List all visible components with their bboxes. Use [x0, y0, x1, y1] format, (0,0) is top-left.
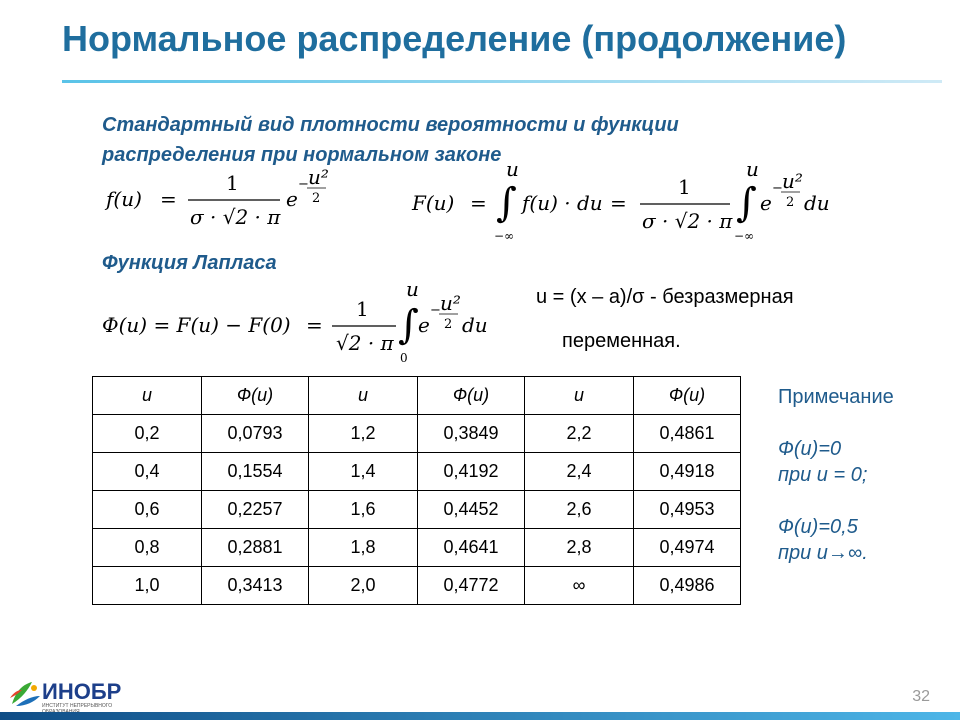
table-row: [93, 453, 741, 491]
table-cell: 0,2257: [202, 491, 309, 529]
table-cell: 2,2: [525, 415, 634, 453]
table-cell: 1,0: [93, 567, 202, 605]
svg-text:∫: ∫: [496, 180, 517, 226]
svg-text:−: −: [298, 177, 309, 192]
table-header: u: [309, 377, 418, 415]
table-header: Ф(u): [202, 377, 309, 415]
svg-text:du: du: [804, 191, 830, 215]
svg-text:u: u: [406, 282, 419, 301]
inobr-logo-icon: [8, 678, 42, 710]
table-cell: 0,4974: [634, 529, 741, 567]
table-cell: 2,8: [525, 529, 634, 567]
table-cell: 0,6: [93, 491, 202, 529]
table-cell: 0,0793: [202, 415, 309, 453]
svg-text:2: 2: [444, 317, 453, 332]
table-cell: 2,6: [525, 491, 634, 529]
table-cell: ∞: [525, 567, 634, 605]
table-cell: 0,3413: [202, 567, 309, 605]
table-cell: 0,4918: [634, 453, 741, 491]
table-cell: 1,8: [309, 529, 418, 567]
svg-text:F(u): F(u): [412, 191, 455, 215]
svg-text:2: 2: [786, 195, 795, 210]
svg-text:=: =: [470, 191, 487, 215]
variable-note: u = (x – a)/σ - безразмерная: [536, 286, 794, 308]
svg-text:u²: u²: [782, 169, 803, 193]
table-cell: 0,4452: [418, 491, 525, 529]
variable-note-continued: переменная.: [562, 330, 681, 352]
svg-text:=: =: [306, 313, 323, 337]
table-cell: 0,4641: [418, 529, 525, 567]
logo-text: ИНОБР: [42, 679, 122, 704]
svg-text:2: 2: [312, 191, 321, 206]
table-cell: 0,1554: [202, 453, 309, 491]
side-note-line: Ф(u)=0,5: [778, 516, 858, 538]
svg-text:e: e: [760, 191, 772, 215]
side-note-line: Ф(u)=0: [778, 438, 842, 460]
table-row: [93, 567, 741, 605]
table-cell: 1,6: [309, 491, 418, 529]
table-header: Ф(u): [418, 377, 525, 415]
table-cell: 1,4: [309, 453, 418, 491]
side-note-line: при u = 0;: [778, 464, 868, 486]
side-note-heading: Примечание: [778, 386, 894, 408]
svg-text:σ · √2 · π: σ · √2 · π: [642, 209, 733, 233]
table-cell: 0,2881: [202, 529, 309, 567]
table-cell: 0,4772: [418, 567, 525, 605]
table-cell: 0,3849: [418, 415, 525, 453]
svg-text:=: =: [610, 191, 627, 215]
table-cell: 0,4953: [634, 491, 741, 529]
svg-text:−: −: [772, 181, 783, 196]
title-underline: [62, 80, 942, 83]
table-header: u: [525, 377, 634, 415]
distribution-formula: [410, 160, 850, 244]
svg-text:Ф(u) = F(u) − F(0): Ф(u) = F(u) − F(0): [102, 313, 291, 337]
svg-text:−∞: −∞: [734, 229, 755, 243]
side-note: [778, 384, 894, 566]
table-header: u: [93, 377, 202, 415]
svg-text:=: =: [160, 187, 177, 211]
svg-text:0: 0: [400, 351, 408, 365]
table-cell: 0,2: [93, 415, 202, 453]
laplace-formula: [100, 282, 500, 366]
svg-text:−∞: −∞: [494, 229, 515, 243]
svg-text:u: u: [746, 160, 759, 181]
svg-text:1: 1: [226, 171, 239, 195]
svg-text:∫: ∫: [398, 302, 419, 348]
page-number: 32: [912, 688, 930, 705]
svg-text:u²: u²: [440, 291, 461, 315]
subheading: Стандартный вид плотности вероятности и функции распределения при нормальном законе: [102, 114, 679, 166]
svg-text:√2 · π: √2 · π: [336, 331, 394, 355]
svg-text:−: −: [430, 303, 441, 318]
svg-text:du: du: [462, 313, 488, 337]
svg-text:∫: ∫: [736, 180, 757, 226]
svg-text:f(u) · du: f(u) · du: [522, 191, 603, 215]
slide-title: Нормальное распределение (продолжение): [62, 18, 847, 59]
svg-text:u: u: [506, 160, 519, 181]
table-cell: 0,8: [93, 529, 202, 567]
table-cell: 0,4986: [634, 567, 741, 605]
table-header-row: [93, 377, 741, 415]
svg-text:1: 1: [678, 175, 691, 199]
table-cell: 0,4: [93, 453, 202, 491]
logo-caption: ИНСТИТУТ НЕПРЕРЫВНОГО: [42, 703, 113, 709]
table-cell: 1,2: [309, 415, 418, 453]
table-row: [93, 491, 741, 529]
laplace-heading: Функция Лапласа: [102, 252, 277, 274]
svg-text:u²: u²: [308, 168, 329, 189]
table-cell: 2,0: [309, 567, 418, 605]
table-cell: 2,4: [525, 453, 634, 491]
side-note-line: при u→∞.: [778, 542, 868, 564]
density-formula: [104, 168, 344, 232]
svg-text:f(u): f(u): [106, 187, 142, 211]
table-row: [93, 415, 741, 453]
svg-text:e: e: [418, 313, 430, 337]
table-row: [93, 529, 741, 567]
table-header: Ф(u): [634, 377, 741, 415]
svg-text:1: 1: [356, 297, 369, 321]
footer-bar: [0, 712, 960, 720]
svg-text:e: e: [286, 187, 298, 211]
svg-text:σ · √2 · π: σ · √2 · π: [190, 205, 281, 229]
laplace-table: [92, 376, 741, 605]
table-cell: 0,4861: [634, 415, 741, 453]
table-cell: 0,4192: [418, 453, 525, 491]
